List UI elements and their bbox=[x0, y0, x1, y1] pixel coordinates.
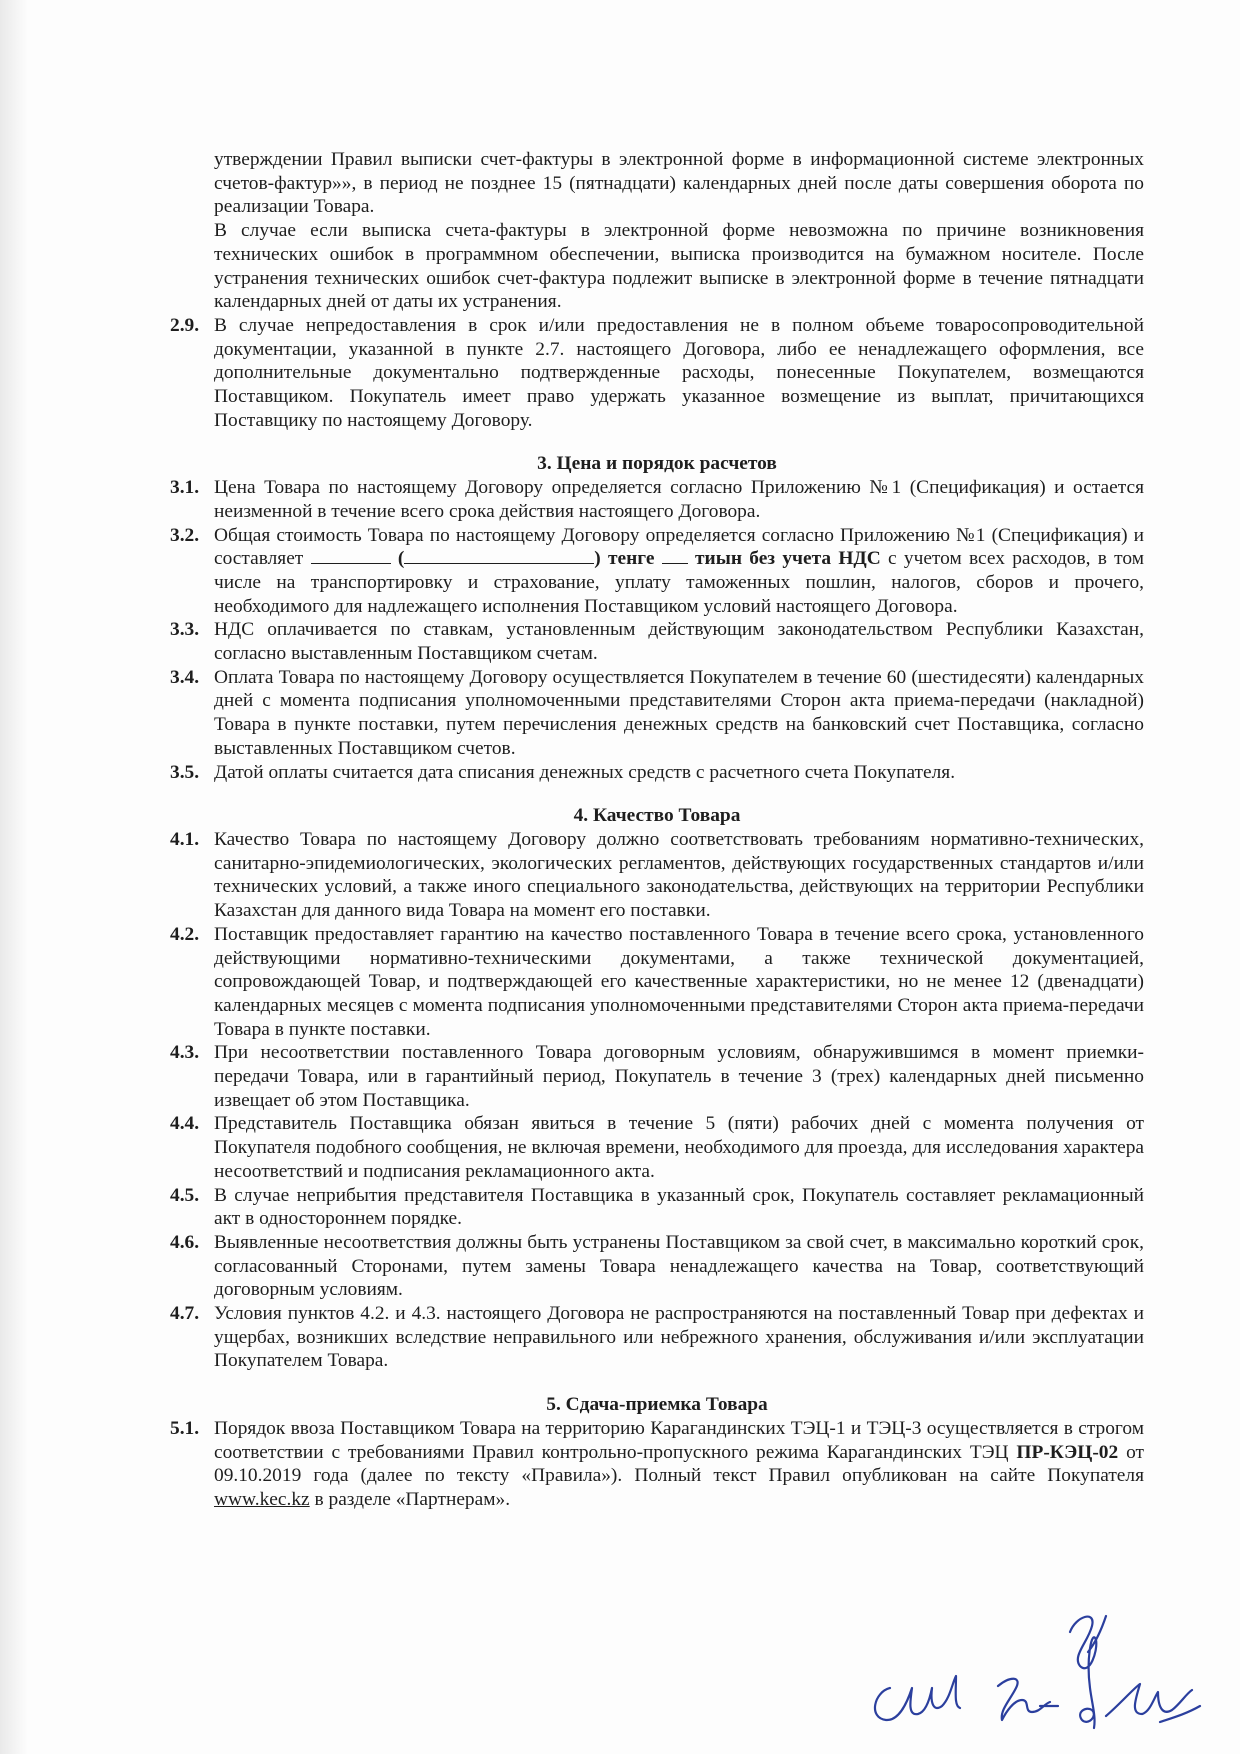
clause-text: В случае неприбытия представителя Поставщика в указанный срок, Покупатель составляет рекламационный акт в одностороннем порядке. bbox=[214, 1184, 1144, 1230]
tenge-label: ) тенге bbox=[594, 548, 655, 570]
clause-text: При несоответствии поставленного Товара договорным условиям, обнаружившимся в момент приемки-передачи Товара, или в гарантийный период, Покупатель в течение 3 (трех) календарных дней письменно извещает об этом Поставщика. bbox=[214, 1042, 1144, 1111]
clause-2-9 bbox=[170, 314, 1144, 433]
clause-number: 4.1. bbox=[170, 828, 200, 850]
clause-number: 3.1. bbox=[170, 477, 200, 499]
clause-number: 3.5. bbox=[170, 761, 200, 783]
clause-3-2 bbox=[170, 524, 1144, 619]
amount-words-blank bbox=[404, 547, 594, 564]
clause-text: В случае непредоставления в срок и/или предоставления не в полном объеме товаросопроводительной документации, указанной в пункте 2.7. настоящего Договора, либо ее ненадлежащего оформления, все дополнительные документально подтвержденные расходы, понесенные Покупателем, возмещаются Поставщиком. Покупатель имеет право удержать указанное возмещение из выплат, причитающихся Поставщику по настоящему Договору. bbox=[214, 314, 1144, 431]
clause-text-part1: Порядок ввоза Поставщиком Товара на территорию Карагандинских ТЭЦ-1 и ТЭЦ-3 осуществляется в строгом соответствии с требованиями Правил контрольно-пропускного режима Карагандинских ТЭЦ bbox=[214, 1417, 1144, 1463]
clause-number: 4.3. bbox=[170, 1042, 200, 1064]
document-body bbox=[170, 148, 1144, 1512]
clause-text: НДС оплачивается по ставкам, установленным действующим законодательством Республики Казахстан, согласно выставленным Поставщиком счетам. bbox=[214, 619, 1144, 665]
clause-4-4 bbox=[170, 1112, 1144, 1183]
clause-text: Качество Товара по настоящему Договору должно соответствовать требованиям нормативно-технических, санитарно-эпидемиологических, экологических регламентов, действующих государственных стандартов и/или технических условий, а также иного специального законодательства, действующих на территории Республики Казахстан для данного вида Товара на момент его поставки. bbox=[214, 828, 1144, 922]
scan-edge-shadow bbox=[0, 0, 28, 1754]
signature-4 bbox=[1080, 1684, 1200, 1722]
section-4-title: 4. Качество Товара bbox=[573, 805, 741, 827]
signatures-icon bbox=[860, 1580, 1220, 1740]
clause-number: 4.2. bbox=[170, 923, 200, 945]
tiyn-label: тиын без учета НДС bbox=[687, 548, 881, 570]
clause-number: 4.5. bbox=[170, 1184, 200, 1206]
clause-3-5 bbox=[170, 761, 1144, 785]
open-paren: ( bbox=[397, 548, 405, 570]
clause-4-3 bbox=[170, 1041, 1144, 1112]
clause-text: Представитель Поставщика обязан явиться в течение 5 (пяти) рабочих дней с момента получения от Покупателя подобного сообщения, не включая времени, необходимого для проезда, для исследования характера несоответствий и подписания рекламационного акта. bbox=[214, 1113, 1144, 1182]
clause-number: 2.9. bbox=[170, 314, 200, 336]
clause-text: Поставщик предоставляет гарантию на качество поставленного Товара в течение всего срока, установленного действующими нормативно-техническими документами, а также технической документацией, сопровождающей Товар, и подтверждающей его качественные характеристики, но не менее 12 (двенадцати) календарных месяцев с момента подписания уполномоченными представителями Сторон акта приема-передачи Товара в пункте поставки. bbox=[214, 923, 1144, 1040]
amount-blank bbox=[311, 547, 391, 564]
clause-4-1 bbox=[170, 828, 1144, 923]
rules-code: ПР-КЭЦ-02 bbox=[1016, 1441, 1119, 1463]
clause-text-part1: Общая стоимость Товара по настоящему Договору определяется согласно Приложению №1 (Спецификация) и составляет bbox=[214, 524, 1144, 570]
clause-text bbox=[214, 524, 1144, 619]
signature-1 bbox=[875, 1676, 960, 1720]
section-5-title: 5. Сдача-приемка Товара bbox=[546, 1394, 768, 1416]
intro-paragraph-1: утверждении Правил выписки счет-фактуры в электронной форме в информационной системе электронных счетов-фактур»», в период не позднее 15 (пятнадцати) календарных дней после даты совершения оборота по реализации Товара. bbox=[214, 149, 1144, 218]
clause-text: Датой оплаты считается дата списания денежных средств с расчетного счета Покупателя. bbox=[214, 761, 956, 783]
clause-4-6 bbox=[170, 1231, 1144, 1302]
clause-text: Условия пунктов 4.2. и 4.3. настоящего Договора не распространяются на поставленный Товар при дефектах и ущербах, возникших вследствие неправильного или небрежного хранения, обслуживания и/или эксплуатации Покупателем Товара. bbox=[214, 1303, 1144, 1372]
clause-text: Оплата Товара по настоящему Договору осуществляется Покупателем в течение 60 (шестидесяти) календарных дней с момента подписания уполномоченными представителями Сторон акта приема-передачи (накладной) Товара в пункте поставки, путем перечисления денежных средств на банковский счет Поставщика, согласно выставленных Поставщиком счетов. bbox=[214, 666, 1144, 759]
clause-text: Цена Товара по настоящему Договору определяется согласно Приложению №1 (Спецификация) и остается неизменной в течение всего срока действия настоящего Договора. bbox=[214, 477, 1144, 522]
clause-5-1 bbox=[170, 1417, 1144, 1512]
clause-4-5 bbox=[170, 1184, 1144, 1231]
intro-paragraph-2: В случае если выписка счета-фактуры в электронной форме невозможна по причине возникновения технических ошибок в программном обеспечении, выписка производится на бумажном носителе. После устранения технических ошибок счет-фактура подлежит выписке в электронной форме в течение пятнадцати календарных дней от даты их устранения. bbox=[214, 220, 1144, 313]
clause-text-part2: от 09.10.2019 года (далее по тексту «Правила»). Полный текст Правил опубликован на сайте Покупателя bbox=[214, 1441, 1144, 1487]
clause-3-3 bbox=[170, 618, 1144, 665]
clause-number: 4.4. bbox=[170, 1113, 200, 1135]
clause-text-part3: в разделе «Партнерам». bbox=[309, 1488, 511, 1510]
clause-number: 3.2. bbox=[170, 524, 200, 546]
signature-3 bbox=[1070, 1616, 1106, 1728]
clause-number: 5.1. bbox=[170, 1417, 200, 1439]
clause-number: 3.4. bbox=[170, 666, 200, 688]
clause-text bbox=[214, 1417, 1144, 1512]
clause-number: 4.6. bbox=[170, 1231, 200, 1253]
website-link[interactable]: www.kec.kz bbox=[214, 1488, 310, 1510]
section-3-title: 3. Цена и порядок расчетов bbox=[537, 453, 777, 475]
clause-4-2 bbox=[170, 923, 1144, 1042]
clause-3-4 bbox=[170, 666, 1144, 761]
clause-4-7 bbox=[170, 1302, 1144, 1373]
tiyn-blank bbox=[662, 547, 688, 564]
clause-text: Выявленные несоответствия должны быть устранены Поставщиком за свой счет, в максимально короткий срок, согласованный Сторонами, путем замены Товара ненадлежащего качества на Товар, соответствующий договорным условиям. bbox=[214, 1231, 1144, 1301]
clause-number: 4.7. bbox=[170, 1303, 200, 1325]
clause-3-1 bbox=[170, 476, 1144, 523]
signature-2 bbox=[998, 1679, 1058, 1720]
clause-text-part2: с учетом всех расходов, в том числе на транспортировку и страхование, уплату таможенных пошлин, налогов, сборов и прочего, необходимого для надлежащего исполнения Поставщиком условий настоящего Договора. bbox=[214, 548, 1144, 617]
clause-number: 3.3. bbox=[170, 619, 200, 641]
